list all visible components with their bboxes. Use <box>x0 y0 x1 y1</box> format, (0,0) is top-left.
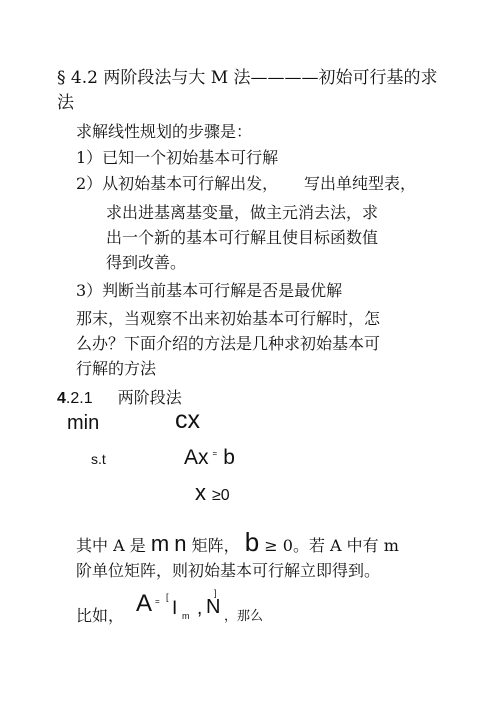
para-b-geq: ≥ 0。若 A 中有 m <box>264 536 399 555</box>
example-N: N <box>206 596 221 618</box>
model-constraint <box>184 446 235 470</box>
para-n: n <box>174 531 187 556</box>
model-min: min <box>67 412 100 434</box>
question-line-1: 那末，当观察不出来初始基本可行解时，怎 <box>76 309 381 328</box>
example-comma: , <box>197 598 203 619</box>
model-b: b <box>223 446 235 469</box>
para-line-2: 阶单位矩阵，则初始基本可行解立即得到。 <box>76 561 381 580</box>
step-2-start: 2）从初始基本可行解出发， <box>76 174 279 193</box>
subsection-title: 两阶段法 <box>117 388 182 407</box>
step-2-table: 写出单纯型表， <box>304 174 417 193</box>
section-title-line-2: 法 <box>57 93 74 113</box>
question-line-3: 行解的方法 <box>76 359 157 378</box>
example-label: 比如， <box>76 606 125 625</box>
para-line-1 <box>76 528 399 560</box>
step-3: 3）判断当前基本可行解是否是最优解 <box>76 281 343 300</box>
subsection-heading <box>57 388 182 409</box>
example-right-bracket: ] <box>214 588 217 598</box>
para-b: b <box>244 527 260 557</box>
step-1: 1）已知一个初始基本可行解 <box>76 148 279 167</box>
example-A: A <box>136 590 153 617</box>
step-2-line-2: 求出进基离基变量，做主元消去法，求 <box>106 203 379 222</box>
subsection-number-minor: .2.1 <box>65 390 93 407</box>
example-left-bracket: [ <box>166 592 169 602</box>
example-m-subscript: m <box>182 611 190 621</box>
model-objective-cx: cx <box>175 406 200 434</box>
model-nonnegativity <box>195 480 230 506</box>
model-x: x <box>195 480 206 505</box>
model-ax: Ax <box>184 446 209 469</box>
model-geq-zero: ≥0 <box>212 487 230 504</box>
para-m: m <box>150 531 170 556</box>
para-a-is: 其中 A 是 <box>76 536 146 555</box>
example-I: I <box>172 598 178 619</box>
subsection-number-major: 4 <box>57 390 66 407</box>
step-2-line-3: 出一个新的基本可行解且使目标函数值 <box>106 228 379 247</box>
question-line-2: 么办？下面介绍的方法是几种求初始基本可 <box>76 334 381 353</box>
model-subject-to: s.t <box>91 451 106 467</box>
model-equals: = <box>212 449 218 458</box>
steps-intro: 求解线性规划的步骤是： <box>76 122 253 141</box>
example-tail: ，那么 <box>224 609 264 624</box>
example-equals: = <box>155 597 160 606</box>
para-matrix: 矩阵， <box>191 536 240 555</box>
section-title-line-1: § 4.2 两阶段法与大 M 法————初始可行基的求 <box>57 68 438 88</box>
step-2-line-4: 得到改善。 <box>106 253 187 272</box>
